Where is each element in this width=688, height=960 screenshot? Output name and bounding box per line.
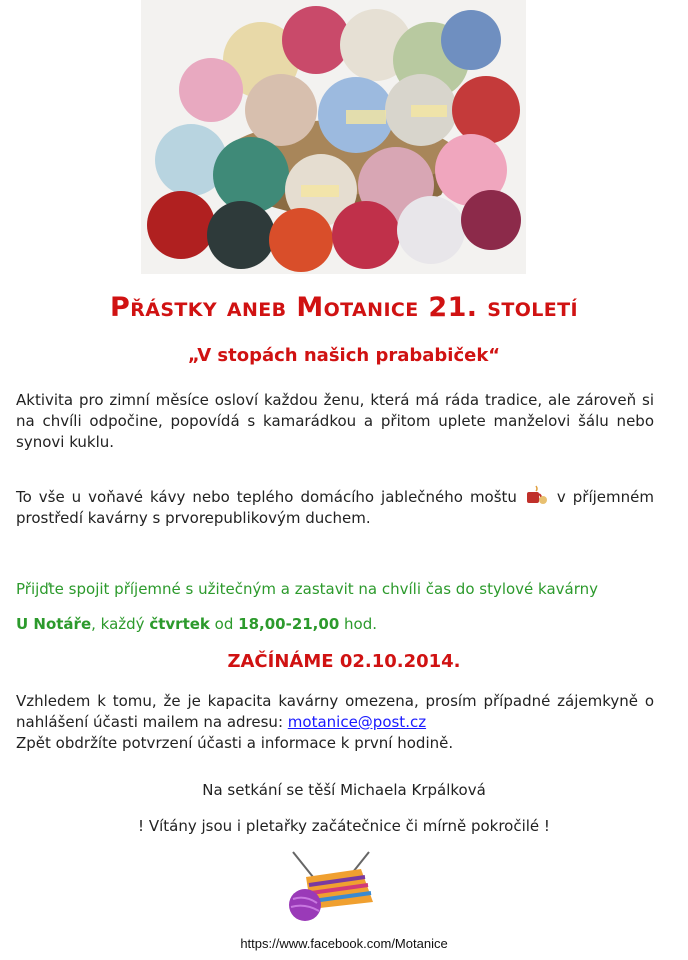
coffee-text-after: v příjemném prostředí kavárny s prvorepublikovým duchem. <box>16 488 654 527</box>
meeting-day: čtvrtek <box>149 615 210 633</box>
start-date: ZAČÍNÁME 02.10.2014. <box>227 651 461 672</box>
signature: Na setkání se těší Michaela Krpálková <box>202 781 486 799</box>
facebook-url[interactable]: https://www.facebook.com/Motanice <box>240 936 448 951</box>
coffee-text-before: To vše u voňavé kávy nebo teplého domácího jablečného moštu <box>16 488 517 506</box>
intro-paragraph: Aktivita pro zimní měsíce osloví každou ženu, která má ráda tradice, ale zároveň si na chvíli odpočine, popovídá s kamarádkou a přitom uplete manželovi šálu nebo synovi kuklu. <box>16 391 654 451</box>
meeting-time: 18,00-21,00 <box>238 615 340 633</box>
place-line <box>16 615 377 633</box>
time-unit: hod. <box>339 615 378 633</box>
subtitle: „V stopách našich prababiček“ <box>187 345 501 366</box>
place-sep2: od <box>209 615 239 633</box>
email-link[interactable]: motanice@post.cz <box>287 713 427 731</box>
welcome-text: ! Vítány jsou i pletařky začátečnice či mírně pokročilé ! <box>138 817 550 835</box>
confirmation-text: Zpět obdržíte potvrzení účasti a informace k první hodině. <box>16 734 454 752</box>
hot-drink-icon <box>524 485 550 505</box>
registration-text: Vzhledem k tomu, že je kapacita kavárny omezena, prosím případné zájemkyně o nahlášení účasti mailem na adresu: <box>16 692 654 731</box>
yarn-photo <box>141 0 526 274</box>
cafe-name: U Notáře <box>16 615 92 633</box>
knitting-icon <box>281 847 381 929</box>
coffee-paragraph <box>16 485 654 529</box>
place-sep1: , každý <box>91 615 150 633</box>
registration-paragraph <box>16 691 654 754</box>
invite-text: Přijďte spojit příjemné s užitečným a zastavit na chvíli čas do stylové kavárny <box>16 580 599 598</box>
page-title: Přástky aneb Motanice 21. století <box>110 292 578 323</box>
